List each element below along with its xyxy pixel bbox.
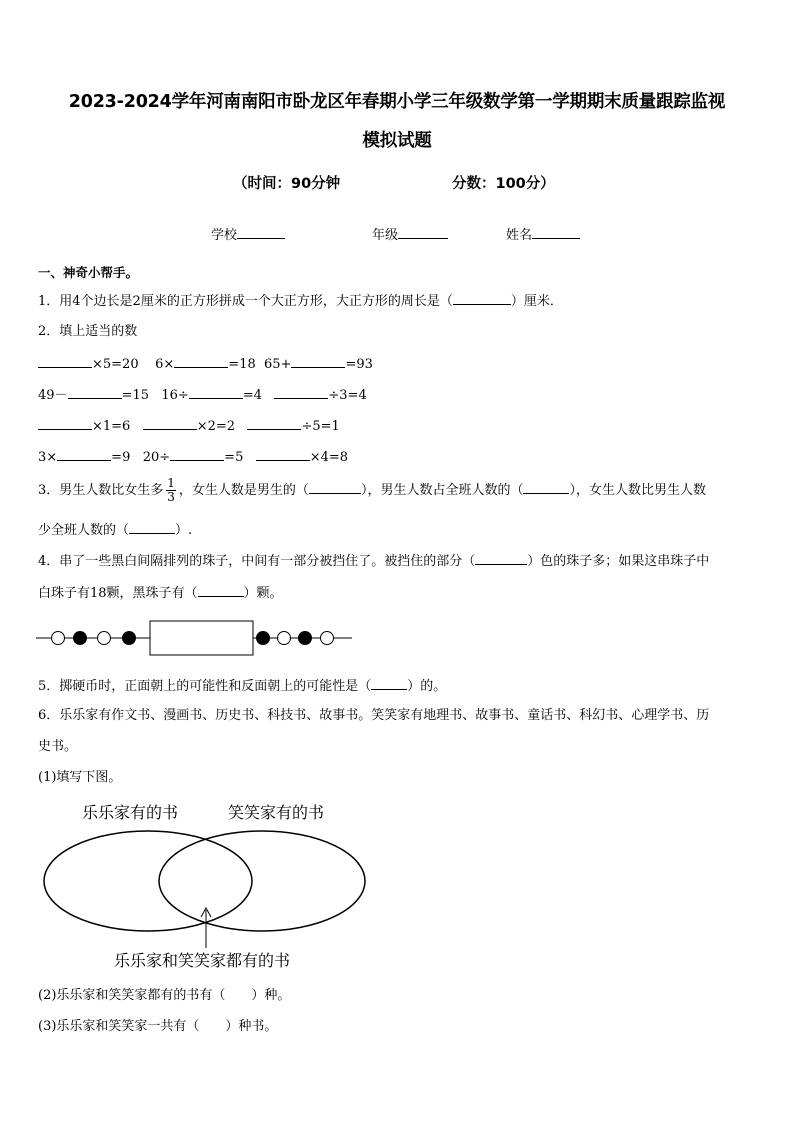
venn-left-label: 乐乐家有的书	[82, 803, 179, 822]
q2-row-3	[38, 417, 340, 435]
q2-blank[interactable]	[174, 355, 228, 368]
school-blank[interactable]	[237, 226, 285, 239]
q2-text: ×5=20 6×	[92, 357, 175, 372]
fraction-one-third	[166, 477, 176, 504]
name-label: 姓名	[506, 228, 533, 243]
exam-score: 分数：100分）	[452, 176, 555, 192]
q2-text: 49－	[38, 388, 68, 403]
fraction-denominator: 3	[167, 490, 175, 504]
q4-text: ）颗。	[243, 586, 283, 601]
right-ellipse	[159, 831, 365, 931]
q2-text: ×4=8	[309, 450, 349, 465]
q5-blank[interactable]	[371, 677, 407, 690]
grade-label: 年级	[372, 228, 399, 243]
q2-text: =15 16÷	[121, 388, 189, 403]
q3-text: ）.	[175, 523, 193, 538]
white-bead	[321, 632, 334, 645]
question-1	[38, 292, 563, 310]
q2-blank[interactable]	[143, 417, 197, 430]
q2-text: =18 65+	[228, 357, 292, 372]
q3-blank[interactable]	[523, 481, 569, 494]
q2-text: =9 20÷	[111, 450, 171, 465]
question-6-sub-2: (2)乐乐家和笑笑家都有的书有（ ）种。	[38, 988, 291, 1003]
name-field[interactable]	[506, 224, 580, 243]
q5-text: 5．掷硬币时，正面朝上的可能性和反面朝上的可能性是（	[38, 679, 372, 694]
q2-text: =5	[224, 450, 256, 465]
q4-blank[interactable]	[475, 552, 527, 565]
q2-blank[interactable]	[38, 355, 92, 368]
q2-text: =93	[345, 357, 373, 372]
black-bead	[123, 632, 136, 645]
q2-row-2	[38, 386, 367, 404]
white-bead	[278, 632, 291, 645]
q2-text: 3×	[38, 450, 58, 465]
q3-text: ），女生人数比男生人数	[569, 483, 706, 498]
fraction-numerator: 1	[167, 476, 175, 490]
q2-row-4	[38, 448, 348, 466]
q2-blank[interactable]	[247, 417, 301, 430]
q2-row-1	[38, 355, 373, 373]
q2-blank[interactable]	[189, 386, 243, 399]
q3-text: 少全班人数的（	[38, 523, 130, 538]
q1-text-b: ）厘米．	[510, 294, 563, 309]
q1-blank[interactable]	[453, 292, 511, 305]
venn-right-label: 笑笑家有的书	[228, 803, 325, 822]
title-line-2: 模拟试题	[362, 131, 432, 151]
q2-blank[interactable]	[170, 448, 224, 461]
left-ellipse	[44, 831, 252, 931]
question-2-title: 2．填上适当的数	[38, 324, 138, 339]
black-bead	[299, 632, 312, 645]
q2-text: ×1=6	[92, 419, 143, 434]
q2-blank[interactable]	[38, 417, 92, 430]
question-6-sub-1: (1)填写下图。	[38, 770, 122, 785]
question-4-line-2	[38, 584, 283, 602]
white-bead	[52, 632, 65, 645]
q2-blank[interactable]	[291, 355, 345, 368]
grade-blank[interactable]	[398, 226, 448, 239]
black-bead	[257, 632, 270, 645]
venn-diagram	[36, 798, 376, 976]
q4-text: ）色的珠子多；如果这串珠子中	[527, 554, 710, 569]
q3-text: 3．男生人数比女生多	[38, 483, 164, 498]
q5-text: ）的。	[407, 679, 447, 694]
question-6-line-1: 6．乐乐家有作文书、漫画书、历史书、科技书、故事书。笑笑家有地理书、故事书、童话书、科幻书、心理学书、历	[38, 708, 710, 723]
q3-text: ），男生人数占全班人数的（	[360, 483, 524, 498]
q2-blank[interactable]	[274, 386, 328, 399]
section-1-heading: 一、神奇小帮手。	[38, 265, 139, 280]
q3-blank[interactable]	[129, 521, 175, 534]
question-6-sub-3: (3)乐乐家和笑笑家一共有（ ）种书。	[38, 1019, 278, 1034]
q4-text: 白珠子有18颗，黑珠子有（	[38, 586, 198, 601]
white-bead	[98, 632, 111, 645]
q2-text: ×2=2	[196, 419, 248, 434]
school-label: 学校	[211, 228, 238, 243]
q2-text: ÷5=1	[301, 419, 340, 434]
q2-text: ÷3=4	[328, 388, 367, 403]
question-4-line-1	[38, 552, 709, 570]
q2-blank[interactable]	[68, 386, 122, 399]
q4-text: 4．串了一些黑白间隔排列的珠子，中间有一部分被挡住了。被挡住的部分（	[38, 554, 476, 569]
question-3-line-1	[38, 476, 706, 506]
name-blank[interactable]	[532, 226, 580, 239]
cover-box	[150, 621, 253, 655]
q2-blank[interactable]	[57, 448, 111, 461]
question-3-line-2	[38, 521, 192, 539]
school-field[interactable]	[211, 224, 285, 243]
question-5	[38, 677, 446, 695]
question-6-line-2: 史书。	[38, 739, 78, 754]
q3-text: ，女生人数是男生的（	[178, 483, 309, 498]
title-line-1: 2023-2024学年河南南阳市卧龙区年春期小学三年级数学第一学期期末质量跟踪监视	[68, 92, 726, 112]
grade-field[interactable]	[372, 224, 448, 243]
q2-text: =4	[242, 388, 275, 403]
q1-text-a: 1．用4个边长是2厘米的正方形拼成一个大正方形，大正方形的周长是（	[38, 294, 453, 309]
black-bead	[74, 632, 87, 645]
exam-time: （时间：90分钟	[233, 176, 341, 192]
q4-blank[interactable]	[198, 584, 244, 597]
q2-blank[interactable]	[256, 448, 310, 461]
q3-blank[interactable]	[309, 481, 361, 494]
bead-string-figure	[34, 618, 364, 660]
venn-bottom-label: 乐乐家和笑笑家都有的书	[114, 951, 291, 970]
